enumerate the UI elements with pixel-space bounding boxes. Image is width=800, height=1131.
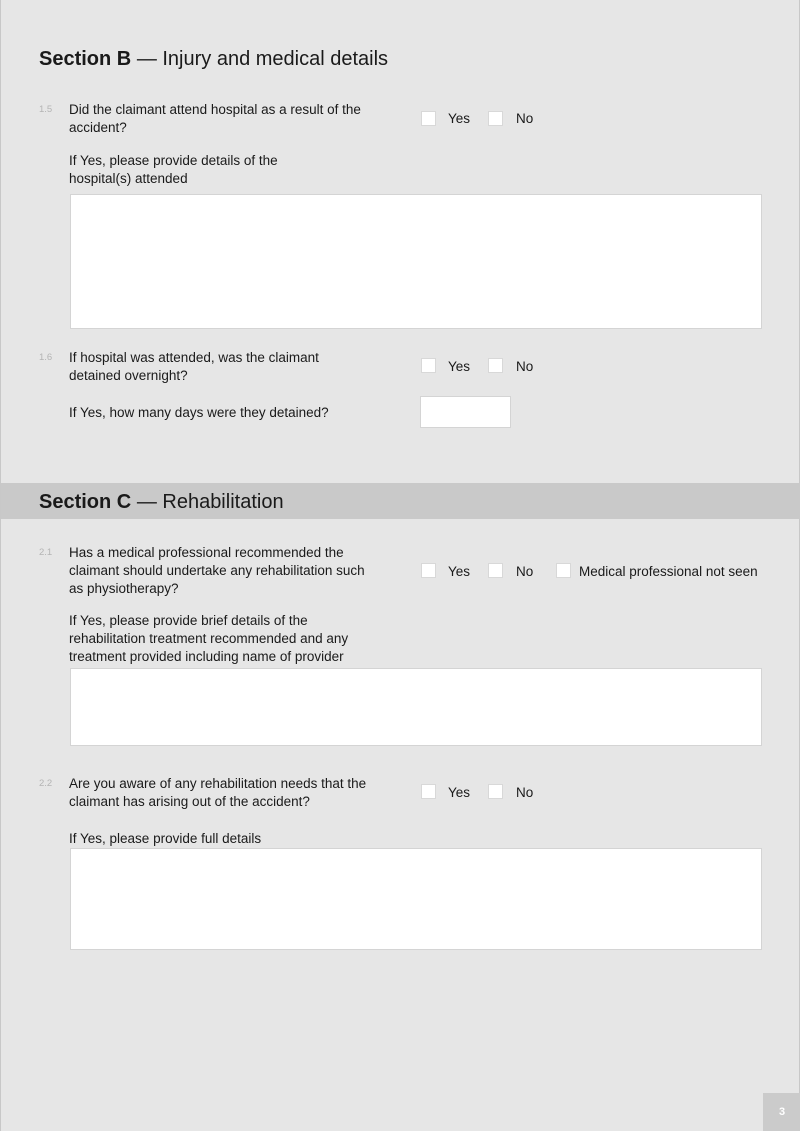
section-b-dash: — [136, 48, 157, 70]
q2-1-no-label: No [516, 564, 534, 579]
q2-2-yes-label: Yes [448, 785, 471, 800]
q1-5-yes-checkbox[interactable] [421, 111, 436, 126]
q2-2-no-checkbox[interactable] [488, 784, 503, 799]
q2-2-yes-checkbox[interactable] [421, 784, 436, 799]
q1-5-followup-text: If Yes, please provide details of the hospital(s) attended [69, 153, 278, 186]
question-number-2-1: 2.1 [39, 547, 53, 558]
q1-6-no-label: No [516, 359, 534, 374]
section-b-subtitle: Injury and medical details [162, 48, 389, 70]
question-number-1-6: 1.6 [39, 352, 53, 363]
page-number: 3 [763, 1093, 800, 1131]
q1-5-no-checkbox[interactable] [488, 111, 503, 126]
q1-6-no-checkbox[interactable] [488, 358, 503, 373]
q1-6-yes-checkbox[interactable] [421, 358, 436, 373]
question-number-2-2: 2.2 [39, 778, 53, 789]
question-2-1-text: Has a medical professional recommended the claimant should undertake any rehabilitation such as physiotherapy? [69, 545, 365, 596]
section-b-label: Section B [39, 48, 132, 70]
section-c-dash: — [136, 491, 157, 513]
hospital-details-textarea[interactable] [70, 194, 762, 329]
section-b-heading [39, 48, 388, 71]
question-1-6-text: If hospital was attended, was the claimant detained overnight? [69, 350, 319, 383]
section-c-subtitle: Rehabilitation [162, 491, 284, 513]
section-c-label: Section C [39, 491, 132, 513]
section-c-heading [39, 491, 284, 514]
q2-1-followup-text: If Yes, please provide brief details of the rehabilitation treatment recommended and any treatment provided including name of provider [69, 613, 349, 664]
q2-1-not-seen-label: Medical professional not seen [579, 564, 758, 579]
rehabilitation-details-textarea[interactable] [70, 668, 762, 746]
q2-1-not-seen-checkbox[interactable] [556, 563, 571, 578]
q2-1-yes-checkbox[interactable] [421, 563, 436, 578]
q2-1-no-checkbox[interactable] [488, 563, 503, 578]
question-1-5-text: Did the claimant attend hospital as a result of the accident? [69, 102, 361, 135]
q1-5-no-label: No [516, 111, 534, 126]
q2-2-no-label: No [516, 785, 534, 800]
question-number-1-5: 1.5 [39, 104, 53, 115]
rehabilitation-needs-textarea[interactable] [70, 848, 762, 950]
q1-6-yes-label: Yes [448, 359, 471, 374]
q1-5-yes-label: Yes [448, 111, 471, 126]
q1-6-followup-text: If Yes, how many days were they detained? [69, 405, 329, 420]
q2-1-yes-label: Yes [448, 564, 471, 579]
q2-2-followup-text: If Yes, please provide full details [69, 831, 262, 846]
days-detained-input[interactable] [420, 396, 511, 428]
question-2-2-text: Are you aware of any rehabilitation needs that the claimant has arising out of the accident? [69, 776, 367, 809]
